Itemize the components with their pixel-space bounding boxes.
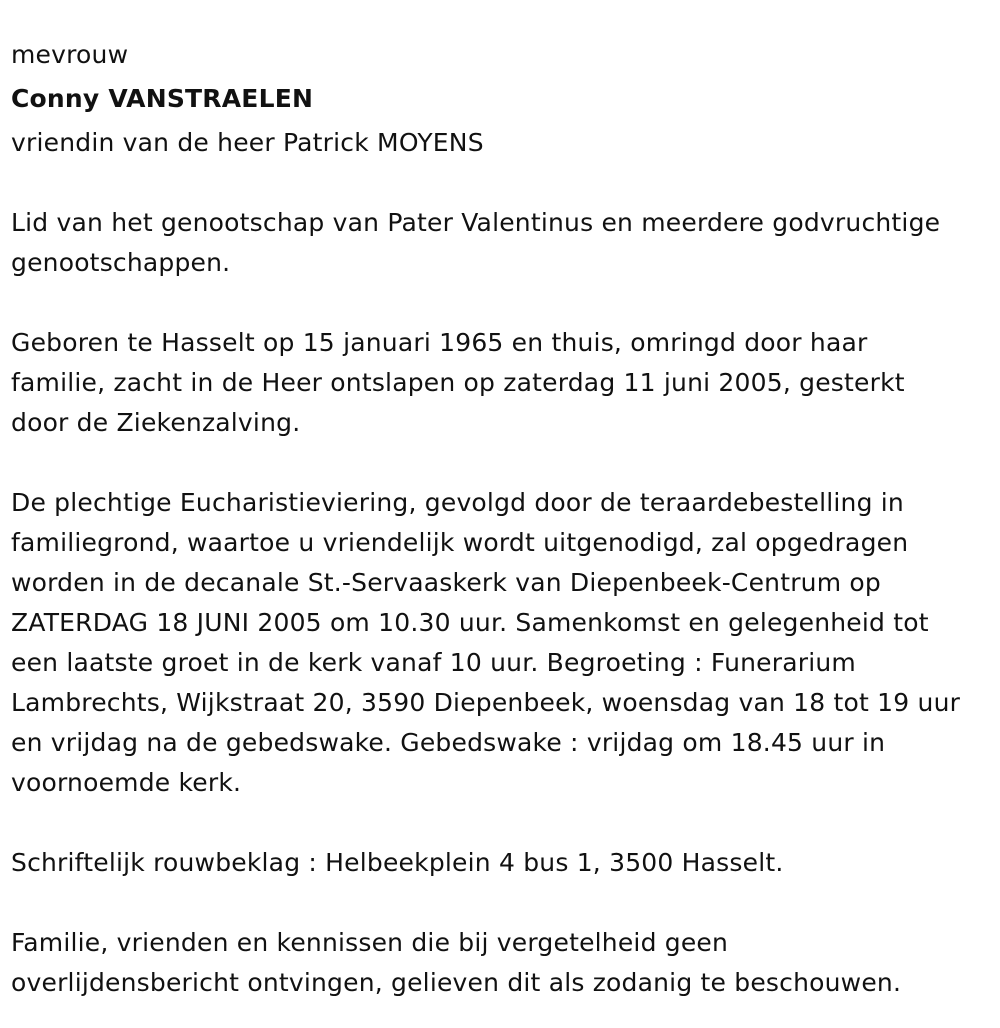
text-line: overlijdensbericht ontvingen, gelieven dit als zodanig te beschouwen. (11, 968, 902, 997)
text-line: door de Ziekenzalving. (11, 408, 301, 437)
text-line: Geboren te Hasselt op 15 januari 1965 en thuis, omringd door haar (11, 328, 868, 357)
text-line: Lid van het genootschap van Pater Valentinus en meerdere godvruchtige (11, 208, 941, 237)
paragraph-gap (11, 283, 996, 323)
text-line: genootschappen. (11, 248, 231, 277)
text-line: familie, zacht in de Heer ontslapen op zaterdag 11 juni 2005, gesterkt (11, 368, 905, 397)
ceremony-paragraph (11, 483, 996, 803)
birth-death-paragraph (11, 323, 996, 443)
text-line: en vrijdag na de gebedswake. Gebedswake : vrijdag om 18.45 uur in (11, 728, 886, 757)
closing-paragraph (11, 923, 996, 1003)
text-line: familiegrond, waartoe u vriendelijk wordt uitgenodigd, zal opgedragen (11, 528, 909, 557)
text-line: De plechtige Eucharistieviering, gevolgd door de teraardebestelling in (11, 488, 904, 517)
paragraph-gap (11, 883, 996, 923)
text-line: worden in de decanale St.-Servaaskerk van Diepenbeek-Centrum op (11, 568, 881, 597)
honorific: mevrouw (11, 40, 129, 69)
condolences-paragraph (11, 843, 996, 883)
paragraph-gap (11, 803, 996, 843)
paragraph-gap (11, 163, 996, 203)
text-line: een laatste groet in de kerk vanaf 10 uur. Begroeting : Funerarium (11, 648, 856, 677)
membership-paragraph (11, 203, 996, 283)
text-line: voornoemde kerk. (11, 768, 242, 797)
obituary-notice (11, 35, 996, 1003)
text-line: Lambrechts, Wijkstraat 20, 3590 Diepenbeek, woensdag van 18 tot 19 uur (11, 688, 961, 717)
text-line: Schriftelijk rouwbeklag : Helbeekplein 4 bus 1, 3500 Hasselt. (11, 848, 784, 877)
text-line: ZATERDAG 18 JUNI 2005 om 10.30 uur. Samenkomst en gelegenheid tot (11, 608, 929, 637)
relation-line: vriendin van de heer Patrick MOYENS (11, 128, 484, 157)
paragraph-gap (11, 443, 996, 483)
text-line: Familie, vrienden en kennissen die bij vergetelheid geen (11, 928, 729, 957)
deceased-name: Conny VANSTRAELEN (11, 84, 314, 113)
